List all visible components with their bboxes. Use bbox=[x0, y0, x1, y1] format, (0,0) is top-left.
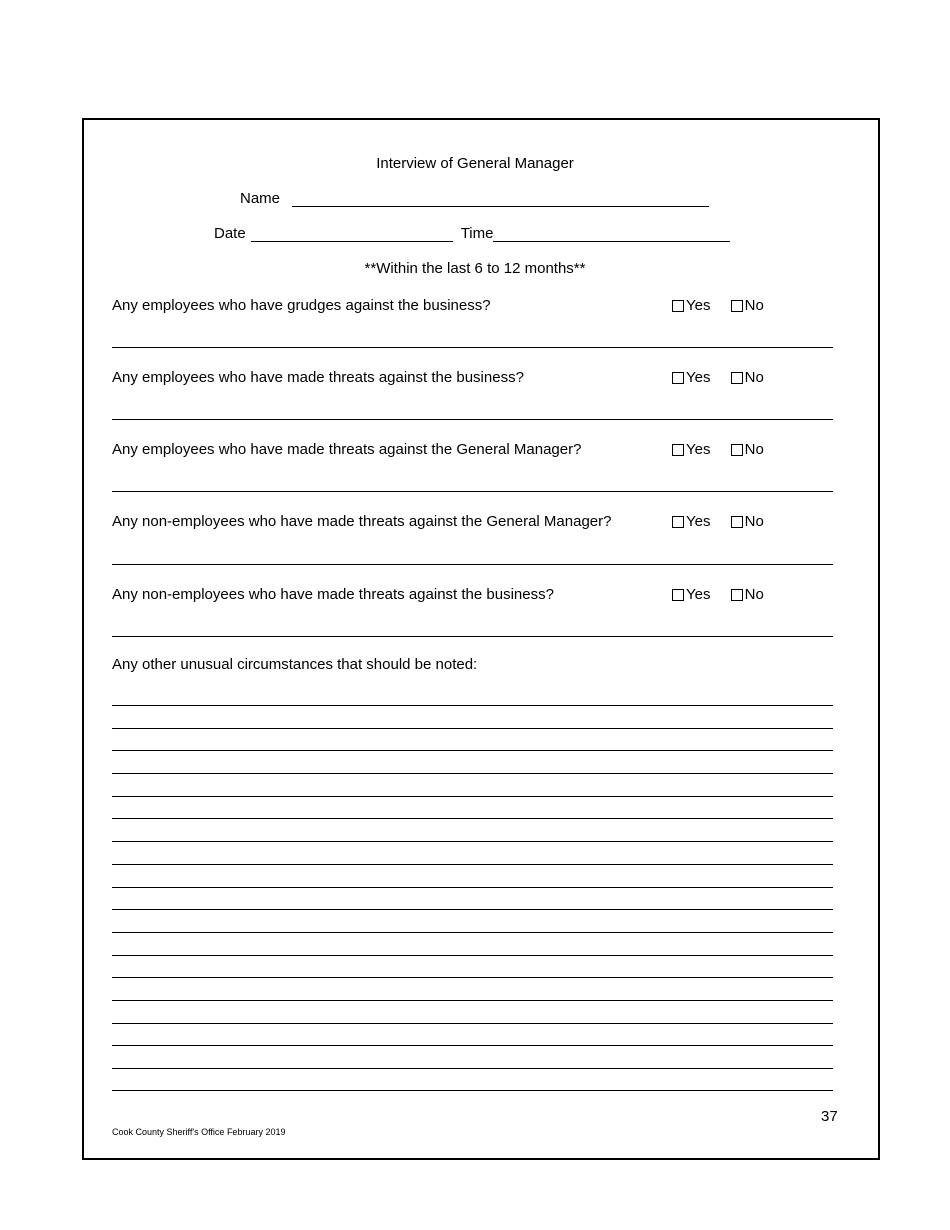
notes-line[interactable] bbox=[112, 750, 833, 751]
notes-line[interactable] bbox=[112, 1068, 833, 1069]
other-circumstances-label: Any other unusual circumstances that should be noted: bbox=[112, 656, 478, 673]
page-number: 37 bbox=[821, 1108, 838, 1125]
answer-line[interactable] bbox=[112, 347, 833, 348]
notes-line[interactable] bbox=[112, 955, 833, 956]
checkbox-icon bbox=[672, 444, 684, 456]
notes-line[interactable] bbox=[112, 864, 833, 865]
notes-line[interactable] bbox=[112, 977, 833, 978]
checkbox-icon bbox=[672, 300, 684, 312]
notes-line[interactable] bbox=[112, 705, 833, 706]
notes-line[interactable] bbox=[112, 818, 833, 819]
question-5-no-checkbox[interactable]: No bbox=[731, 586, 764, 603]
date-input-line[interactable] bbox=[251, 227, 453, 242]
question-5: Any non-employees who have made threats against the business? bbox=[112, 586, 554, 603]
question-1-yes-checkbox[interactable]: Yes bbox=[672, 297, 710, 314]
name-field-row bbox=[240, 190, 709, 207]
question-4-no-checkbox[interactable]: No bbox=[731, 513, 764, 530]
question-5-yes-checkbox[interactable]: Yes bbox=[672, 586, 710, 603]
answer-line[interactable] bbox=[112, 564, 833, 565]
time-window-note: **Within the last 6 to 12 months** bbox=[364, 260, 586, 277]
checkbox-icon bbox=[672, 589, 684, 601]
notes-line[interactable] bbox=[112, 1090, 833, 1091]
question-2-no-checkbox[interactable]: No bbox=[731, 369, 764, 386]
question-3-no-checkbox[interactable]: No bbox=[731, 441, 764, 458]
checkbox-icon bbox=[672, 516, 684, 528]
answer-line[interactable] bbox=[112, 491, 833, 492]
checkbox-icon bbox=[731, 516, 743, 528]
date-label: Date bbox=[214, 225, 246, 242]
notes-line[interactable] bbox=[112, 1023, 833, 1024]
notes-line[interactable] bbox=[112, 887, 833, 888]
checkbox-icon bbox=[672, 372, 684, 384]
notes-line[interactable] bbox=[112, 796, 833, 797]
question-3-yes-checkbox[interactable]: Yes bbox=[672, 441, 710, 458]
question-1: Any employees who have grudges against the business? bbox=[112, 297, 491, 314]
notes-line[interactable] bbox=[112, 728, 833, 729]
notes-line[interactable] bbox=[112, 1000, 833, 1001]
question-3: Any employees who have made threats against the General Manager? bbox=[112, 441, 582, 458]
question-2-options bbox=[672, 369, 764, 388]
checkbox-icon bbox=[731, 589, 743, 601]
question-2-yes-checkbox[interactable]: Yes bbox=[672, 369, 710, 386]
notes-line[interactable] bbox=[112, 841, 833, 842]
question-1-no-checkbox[interactable]: No bbox=[731, 297, 764, 314]
answer-line[interactable] bbox=[112, 636, 833, 637]
name-input-line[interactable] bbox=[292, 192, 709, 207]
question-2: Any employees who have made threats against the business? bbox=[112, 369, 524, 386]
time-input-line[interactable] bbox=[493, 227, 730, 242]
notes-line[interactable] bbox=[112, 773, 833, 774]
name-label: Name bbox=[240, 190, 281, 207]
notes-line[interactable] bbox=[112, 1045, 833, 1046]
checkbox-icon bbox=[731, 372, 743, 384]
question-4: Any non-employees who have made threats against the General Manager? bbox=[112, 513, 612, 530]
question-4-options bbox=[672, 513, 764, 532]
date-time-row bbox=[214, 225, 730, 242]
time-label: Time bbox=[460, 225, 494, 242]
answer-line[interactable] bbox=[112, 419, 833, 420]
question-1-options bbox=[672, 297, 764, 316]
checkbox-icon bbox=[731, 300, 743, 312]
question-5-options bbox=[672, 586, 764, 605]
checkbox-icon bbox=[731, 444, 743, 456]
footer-text: Cook County Sheriff's Office February 2019 bbox=[112, 1127, 286, 1137]
question-4-yes-checkbox[interactable]: Yes bbox=[672, 513, 710, 530]
notes-line[interactable] bbox=[112, 909, 833, 910]
question-3-options bbox=[672, 441, 764, 460]
form-title: Interview of General Manager bbox=[376, 155, 574, 172]
notes-line[interactable] bbox=[112, 932, 833, 933]
